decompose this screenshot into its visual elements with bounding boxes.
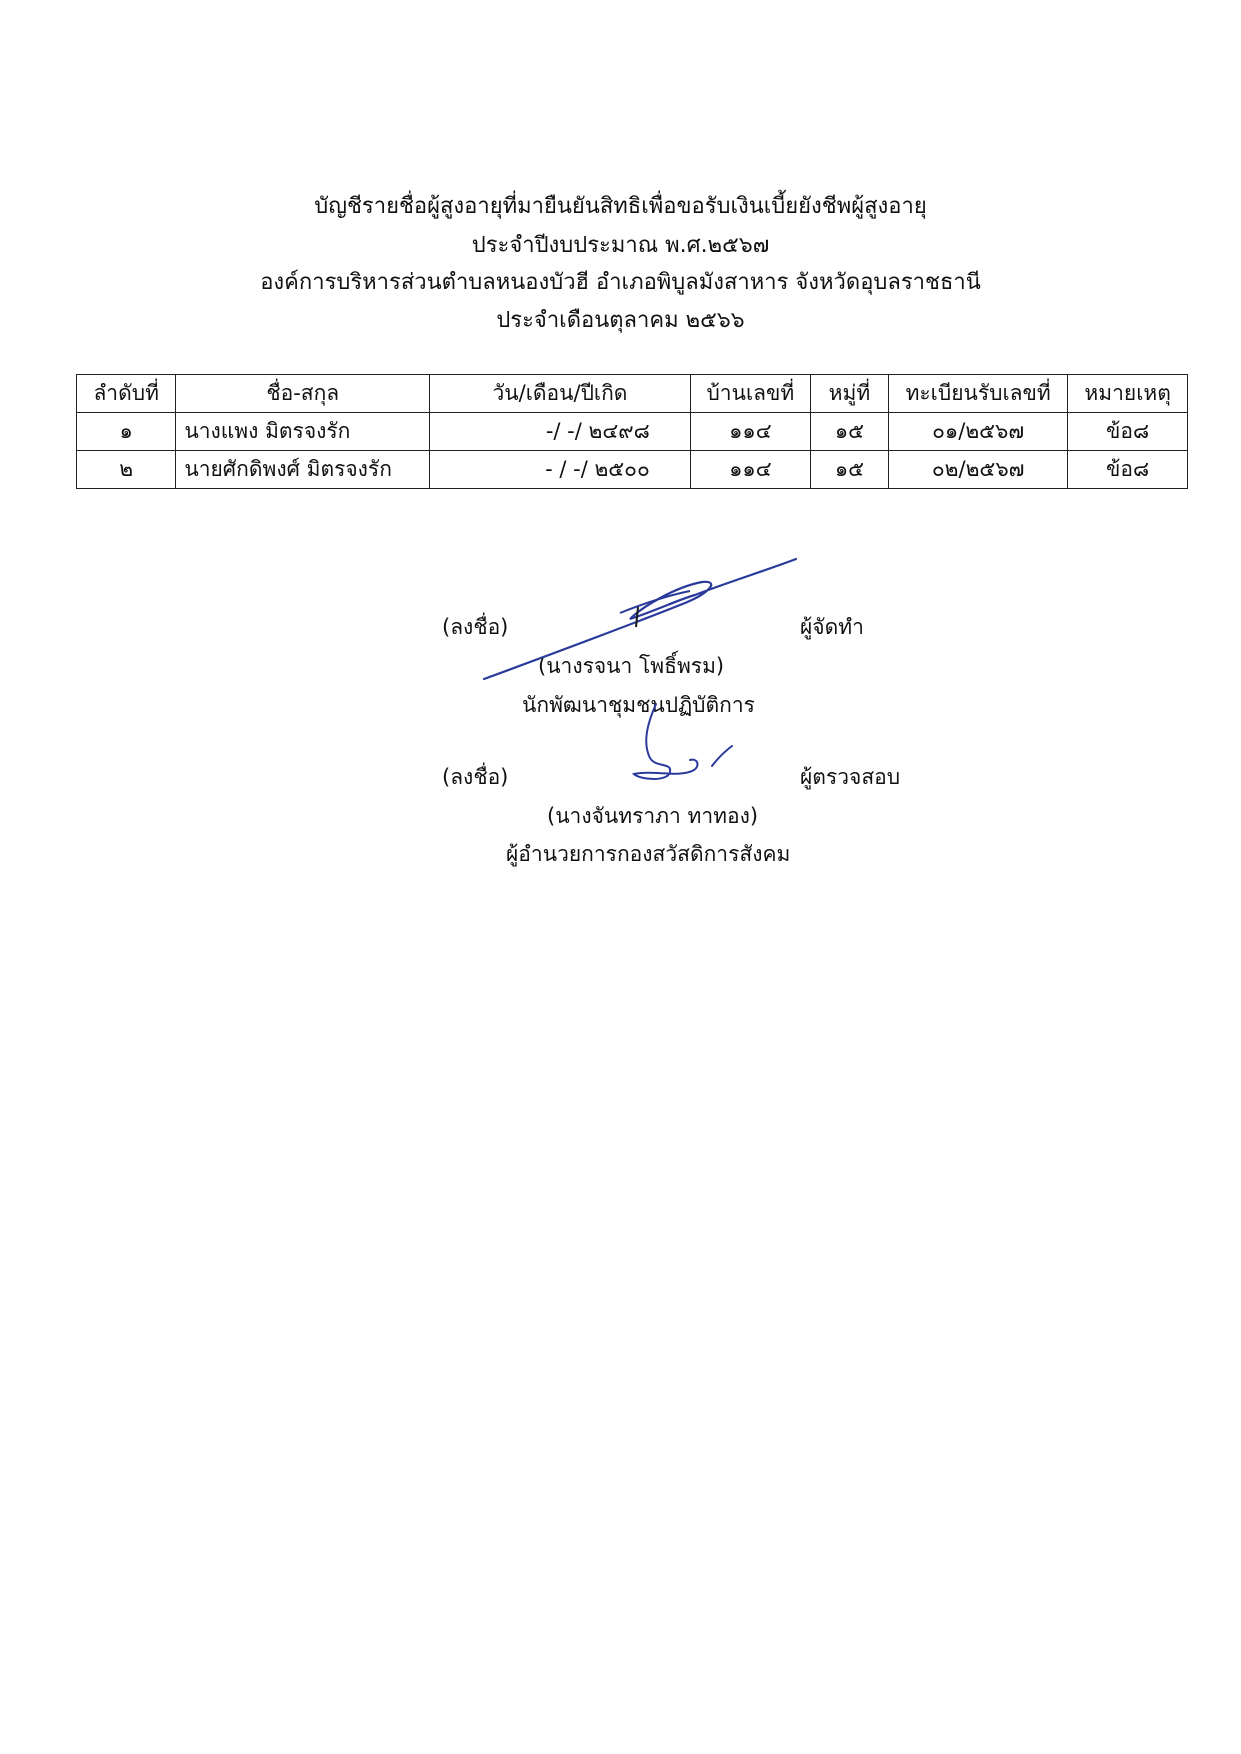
- cell-house-no: ๑๑๔: [690, 451, 810, 489]
- checker-role: ผู้ตรวจสอบ: [800, 765, 901, 789]
- column-header-name: ชื่อ-สกุล: [176, 375, 430, 413]
- cell-registration: ๐๑/๒๕๖๗: [889, 413, 1068, 451]
- preparer-name: (นางรจนา โพธิ์พรม): [538, 654, 725, 678]
- preparer-position: นักพัฒนาชุมชนปฏิบัติการ: [522, 693, 755, 717]
- cell-dob: -/ -/ ๒๔๙๘: [430, 413, 691, 451]
- title-line-1: บัญชีรายชื่อผู้สูงอายุที่มายืนยันสิทธิเพื่อขอรับเงินเบี้ยยังชีพผู้สูงอายุ: [314, 194, 927, 219]
- checker-sign-label: (ลงชื่อ): [442, 765, 509, 789]
- table-row: [77, 451, 1188, 489]
- cell-registration: ๐๒/๒๕๖๗: [889, 451, 1068, 489]
- cell-village: ๑๕: [810, 413, 888, 451]
- cell-name: นางแพง มิตรจงรัก: [176, 413, 430, 451]
- cell-no: ๒: [77, 451, 176, 489]
- cell-remark: ข้อ๘: [1068, 413, 1188, 451]
- cell-house-no: ๑๑๔: [690, 413, 810, 451]
- column-header-registration: ทะเบียนรับเลขที่: [889, 375, 1068, 413]
- checker-handwritten-signature: [620, 700, 740, 800]
- table-row: [77, 413, 1188, 451]
- cell-no: ๑: [77, 413, 176, 451]
- preparer-handwritten-signature: [470, 555, 810, 685]
- column-header-remark: หมายเหตุ: [1068, 375, 1188, 413]
- title-line-3: องค์การบริหารส่วนตำบลหนองบัวฮี อำเภอพิบูลมังสาหาร จังหวัดอุบลราชธานี: [260, 270, 981, 295]
- cell-dob: - / -/ ๒๕๐๐: [430, 451, 691, 489]
- title-line-4: ประจำเดือนตุลาคม ๒๕๖๖: [496, 308, 745, 333]
- checker-name: (นางจันทราภา ทาทอง): [547, 804, 759, 828]
- column-header-house-no: บ้านเลขที่: [690, 375, 810, 413]
- column-header-no: ลำดับที่: [77, 375, 176, 413]
- table-header-row: [77, 375, 1188, 413]
- column-header-dob: วัน/เดือน/ปีเกิด: [430, 375, 691, 413]
- cell-name: นายศักดิพงศ์ มิตรจงรัก: [176, 451, 430, 489]
- elderly-roster-table: [76, 374, 1188, 489]
- cell-remark: ข้อ๘: [1068, 451, 1188, 489]
- checker-position: ผู้อำนวยการกองสวัสดิการสังคม: [506, 842, 791, 866]
- cell-village: ๑๕: [810, 451, 888, 489]
- title-line-2: ประจำปีงบประมาณ พ.ศ.๒๕๖๗: [471, 233, 770, 258]
- preparer-sign-label: (ลงชื่อ): [442, 615, 509, 639]
- column-header-village: หมู่ที่: [810, 375, 888, 413]
- preparer-role: ผู้จัดทำ: [800, 615, 864, 639]
